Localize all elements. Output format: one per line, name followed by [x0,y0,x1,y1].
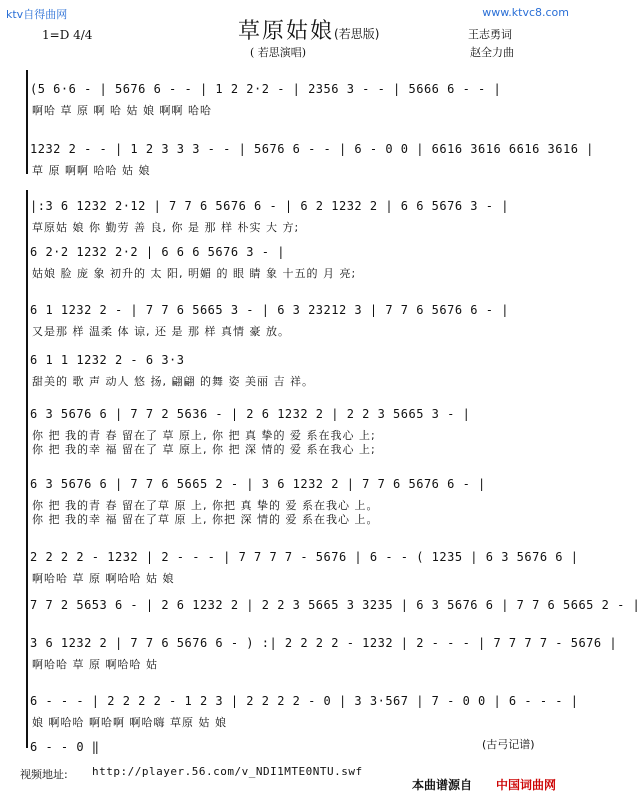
video-url[interactable]: http://player.56.com/v_NDI1MTE0NTU.swf [92,765,363,778]
lyric-line: 啊哈哈 草 原 啊哈哈 姑 [32,658,158,671]
composer-credit: 赵全力曲 [470,46,514,59]
lyric-line: 娘 啊哈哈 啊哈啊 啊哈嗨 草原 姑 娘 [32,716,227,729]
notation-row: 7 7 2 5653 6 - | 2 6 1232 2 | 2 2 3 5665 3 3235 | 6 3 5676 6 | 7 7 6 5665 2 - | [30,598,640,612]
notation-row: 6 - - - | 2 2 2 2 - 1 2 3 | 2 2 2 2 - 0 | 3 3·567 | 7 - 0 0 | 6 - - - | [30,694,579,708]
lyric-line: 你 把 我的幸 福 留在了 草 原上, 你 把 深 情的 爱 系在我心 上; [32,443,376,456]
watermark-right: www.ktvc8.com [482,6,569,19]
notation-row: 6 1 1 1232 2 - 6 3·3 [30,353,185,367]
key-signature: 1=D 4/4 [42,28,93,42]
video-label: 视频地址: [20,768,68,781]
singer-credit: ( 若思演唱) [250,46,307,59]
left-bar-2 [26,190,28,552]
lyric-line: 你 把 我的幸 福 留在了草 原 上, 你把 深 情的 爱 系在我心 上。 [32,513,379,526]
left-bar-3 [26,540,28,748]
notation-row: |:3 6 1232 2·12 | 7 7 6 5676 6 - | 6 2 1232 2 | 6 6 5676 3 - | [30,199,509,213]
lyric-line: 啊哈哈 草 原 啊哈哈 姑 娘 [32,572,175,585]
left-bar-1 [26,70,28,174]
notation-row: 6 1 1232 2 - | 7 7 6 5665 3 - | 6 3 23212 3 | 7 7 6 5676 6 - | [30,303,509,317]
lyric-line: 又是那 样 温柔 体 谅, 还 是 那 样 真情 豪 放。 [32,325,290,338]
watermark-left: ktv自得曲网 [6,8,68,21]
notation-row: 2 2 2 2 - 1232 | 2 - - - | 7 7 7 7 - 5676 | 6 - - ( 1235 | 6 3 5676 6 | [30,550,579,564]
notation-row: 6 - - 0 ‖ [30,740,100,754]
title-suffix: (若思版) [334,27,380,41]
notation-row: (5 6·6 - | 5676 6 - - | 1 2 2·2 - | 2356 3 - - | 5666 6 - - | [30,82,502,96]
notation-row: 1232 2 - - | 1 2 3 3 3 - - | 5676 6 - - | 6 - 0 0 | 6616 3616 6616 3616 | [30,142,594,156]
score-title [238,14,379,45]
notation-row: 3 6 1232 2 | 7 7 6 5676 6 - ) :| 2 2 2 2 - 1232 | 2 - - - | 7 7 7 7 - 5676 | [30,636,618,650]
lyric-line: 你 把 我的青 春 留在了 草 原上, 你 把 真 挚的 爱 系在我心 上; [32,429,376,442]
lyric-line: 草原姑 娘 你 勤劳 善 良, 你 是 那 样 朴实 大 方; [32,221,300,234]
lyric-line: 你 把 我的青 春 留在了草 原 上, 你把 真 挚的 爱 系在我心 上。 [32,499,379,512]
notation-row: 6 3 5676 6 | 7 7 6 5665 2 - | 3 6 1232 2 | 7 7 6 5676 6 - | [30,477,486,491]
notation-row: 6 2·2 1232 2·2 | 6 6 6 5676 3 - | [30,245,285,259]
lyric-line: 啊哈 草 原 啊 哈 姑 娘 啊啊 哈哈 [32,104,212,117]
lyric-line: 姑娘 脸 庞 象 初升的 太 阳, 明媚 的 眼 睛 象 十五的 月 亮; [32,267,357,280]
lyric-line: 甜美的 歌 声 动人 悠 扬, 翩翩 的舞 姿 美丽 吉 祥。 [32,375,314,388]
lyric-line: 草 原 啊啊 哈哈 姑 娘 [32,164,151,177]
lyricist-credit: 王志勇词 [468,28,512,41]
transcriber-credit: (古弓记谱) [482,738,535,751]
source-label: 本曲谱源自 [412,778,473,792]
source-site[interactable]: 中国词曲网 [496,778,557,792]
notation-row: 6 3 5676 6 | 7 7 2 5636 - | 2 6 1232 2 | 2 2 3 5665 3 - | [30,407,471,421]
title-main: 草原姑娘 [238,19,335,44]
